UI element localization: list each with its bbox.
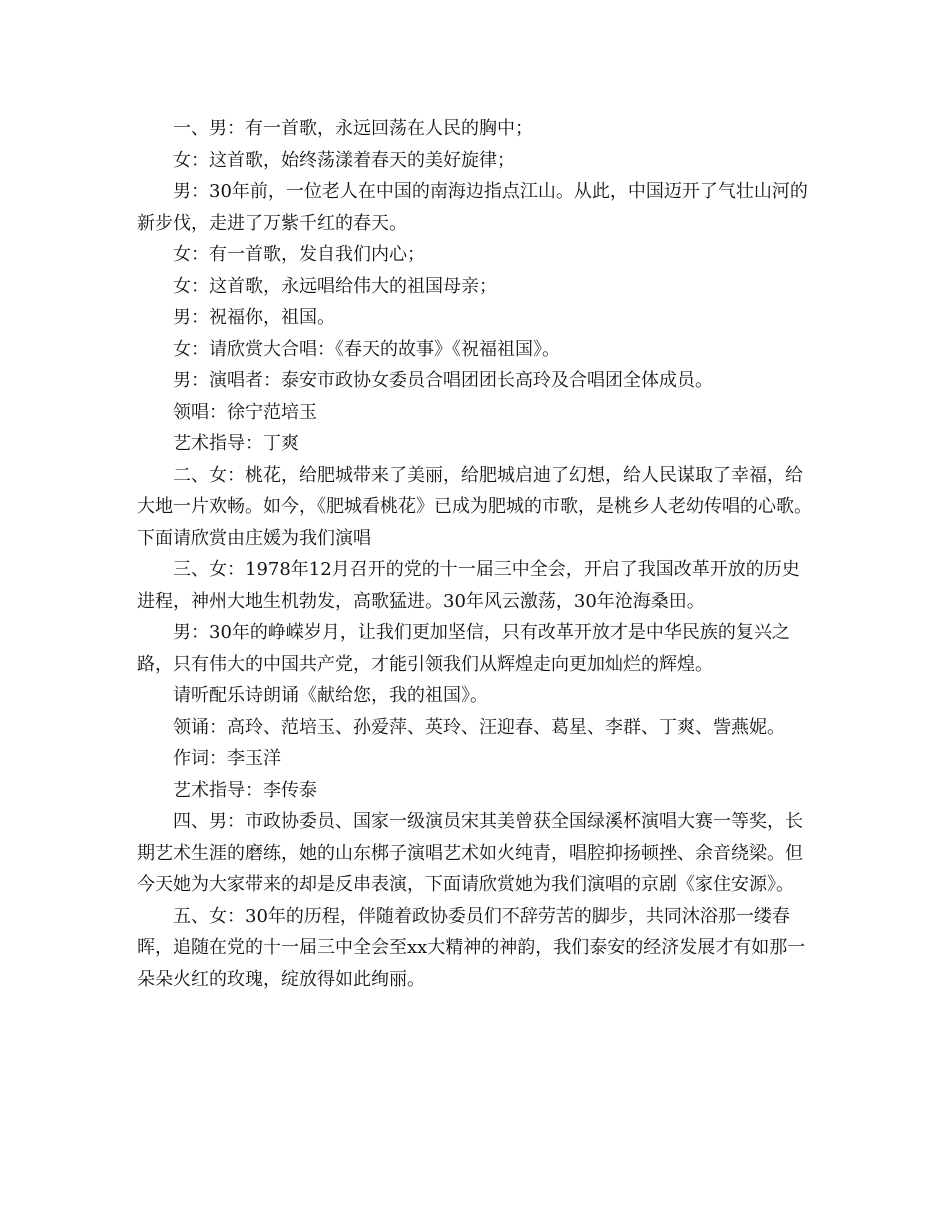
paragraph: 女：这首歌，始终荡漾着春天的美好旋律； (173, 149, 515, 171)
paragraph: 女：请欣赏大合唱：《春天的故事》《祝福祖国》。 (173, 338, 560, 360)
paragraph: 男：演唱者：泰安市政协女委员合唱团团长高玲及合唱团全体成员。 (173, 370, 713, 391)
paragraph: 男：30年前，一位老人在中国的南海边指点江山。从此，中国迈开了气壮山河的新步伐，走进了万紫千红的春天。 (137, 181, 808, 234)
paragraph: 五、女：30年的历程，伴随着政协委员们不辞劳苦的脚步，共同沐浴那一缕春晖，追随在党的十一届三中全会至xx大精神的神韵，我们泰安的经济发展才有如那一朵朵火红的玫瑰，绽放得如此绚丽。 (137, 905, 806, 990)
paragraph: 作词：李玉洋 (173, 748, 281, 769)
paragraph: 二、女：桃花，给肥城带来了美丽，给肥城启迪了幻想，给人民谋取了幸福，给大地一片欢畅。如今，《肥城看桃花》已成为肥城的市歌，是桃乡人老幼传唱的心歌。下面请欣赏由庄媛为我们演唱 (137, 464, 812, 549)
paragraph: 三、女：1978年12月召开的党的十一届三中全会，开启了我国改革开放的历史进程，神州大地生机勃发，高歌猛进。30年风云激荡，30年沧海桑田。 (137, 559, 800, 612)
paragraph: 请听配乐诗朗诵《献给您，我的祖国》。 (173, 685, 488, 706)
document-body (137, 113, 817, 995)
paragraph: 艺术指导：丁爽 (173, 433, 299, 454)
paragraph: 领诵：高玲、范培玉、孙爱萍、英玲、汪迎春、葛星、李群、丁爽、訾燕妮。 (173, 716, 785, 738)
paragraph: 男：祝福你，祖国。 (173, 307, 335, 328)
paragraph: 男：30年的峥嵘岁月，让我们更加坚信，只有改革开放才是中华民族的复兴之路，只有伟大的中国共产党，才能引领我们从辉煌走向更加灿烂的辉煌。 (137, 622, 790, 675)
paragraph: 领唱：徐宁范培玉 (173, 401, 317, 423)
paragraph: 女：这首歌，永远唱给伟大的祖国母亲； (173, 275, 497, 297)
paragraph: 艺术指导：李传泰 (173, 779, 317, 801)
paragraph: 一、男：有一首歌，永远回荡在人民的胸中； (173, 118, 533, 139)
paragraph: 四、男：市政协委员、国家一级演员宋其美曾获全国绿溪杯演唱大赛一等奖，长期艺术生涯的磨练，她的山东梆子演唱艺术如火纯青，唱腔抑扬顿挫、余音绕梁。但今天她为大家带来的却是反串表演，下面请欣赏她为我们演唱的京剧《家住安源》。 (137, 811, 803, 895)
paragraph: 女：有一首歌，发自我们内心； (173, 244, 425, 265)
